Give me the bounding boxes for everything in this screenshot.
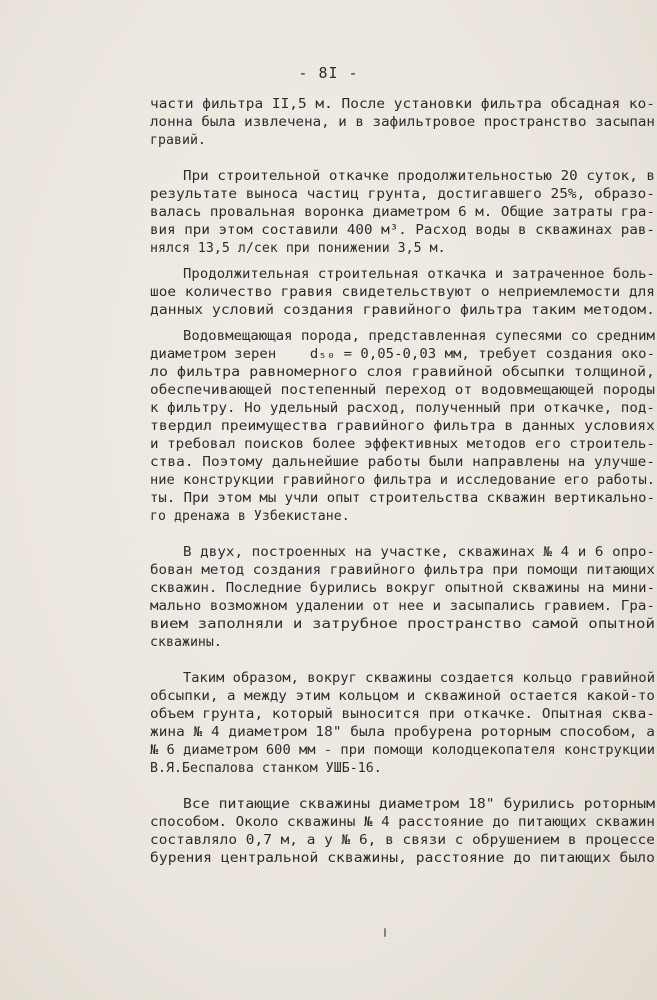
text-line: ты. При этом мы учли опыт строительства скважин вертикально- — [150, 491, 656, 506]
text-line: шое количество гравия свидетельствуют о неприемлемости для — [150, 285, 656, 300]
text-line: вия при этом составили 400 м³. Расход воды в скважинах рав- — [150, 223, 656, 238]
text-line: валась провальная воронка диаметром 6 м. Общие затраты гра- — [150, 205, 656, 220]
text-line: скважин. Последние бурились вокруг опытной скважины на мини- — [150, 581, 656, 596]
text-line: части фильтра II,5 м. После установки фильтра обсадная ко- — [150, 97, 656, 112]
text-line: Водовмещающая порода, представленная супесями со средним — [183, 329, 655, 344]
ink-mark — [384, 928, 386, 937]
text-line: вием заполняли и затрубное пространство самой опытной — [150, 617, 656, 632]
text-line: бован метод создания гравийного фильтра при помощи питающих — [150, 563, 656, 578]
text-line: объем грунта, который выносится при откачке. Опытная сква- — [150, 707, 656, 722]
text-line: составляло 0,7 м, а у № 6, в связи с обрушением в процессе — [150, 833, 656, 848]
text-line: и требовал поисков более эффективных методов его строитель- — [150, 437, 656, 452]
text-line: го дренажа в Узбекистане. — [150, 509, 350, 524]
text-line: диаметром зерен d₅₀ = 0,05-0,03 мм, требует создания око- — [150, 347, 656, 362]
text-line: При строительной откачке продолжительностью 20 суток, в — [183, 169, 655, 184]
text-line: Таким образом, вокруг скважины создается кольцо гравийной — [183, 671, 655, 686]
text-line: лонна была извлечена, и в зафильтровое пространство засыпан — [150, 115, 656, 130]
text-line: способом. Около скважины № 4 расстояние до питающих скважин — [150, 815, 656, 830]
text-line: данных условий создания гравийного фильтра таким методом. — [150, 303, 655, 318]
text-line: мально возможном удалении от нее и засыпались гравием. Гра- — [150, 599, 656, 614]
text-line: твердил преимущества гравийного фильтра в данных условиях — [150, 419, 655, 434]
text-line: нялся 13,5 л/сек при понижении 3,5 м. — [150, 241, 446, 256]
text-line: В.Я.Беспалова станком УШБ-16. — [150, 761, 382, 776]
text-line: ние конструкции гравийного фильтра и исследование его работы. — [150, 473, 656, 488]
text-line: гравий. — [150, 133, 206, 148]
text-line: Все питающие скважины диаметром 18" бурились роторным — [183, 797, 655, 812]
text-line: обеспечивающей постепенный переход от водовмещающей породы — [150, 383, 656, 398]
text-line: обсыпки, а между этим кольцом и скважиной остается какой-то — [150, 689, 656, 704]
text-line: В двух, построенных на участке, скважинах № 4 и 6 опро- — [183, 545, 655, 560]
text-line: № 6 диаметром 600 мм - при помощи колодцекопателя конструкции — [150, 743, 656, 758]
text-line: ло фильтра равномерного слоя гравийной обсыпки толщиной, — [150, 365, 656, 380]
text-line: жина № 4 диаметром 18" была пробурена роторным способом, а — [150, 725, 656, 740]
text-line: Продолжительная строительная откачка и затраченное боль- — [183, 267, 655, 282]
text-line: ства. Поэтому дальнейшие работы были направлены на улучше- — [150, 455, 656, 470]
text-line: скважины. — [150, 635, 222, 650]
text-line: к фильтру. Но удельный расход, полученный при откачке, под- — [150, 401, 656, 416]
text-line: результате выноса частиц грунта, достигавшего 25%, образо- — [150, 187, 656, 202]
text-line: бурения центральной скважины, расстояние до питающих было — [150, 851, 655, 866]
page-number: - 8I - — [298, 64, 359, 82]
